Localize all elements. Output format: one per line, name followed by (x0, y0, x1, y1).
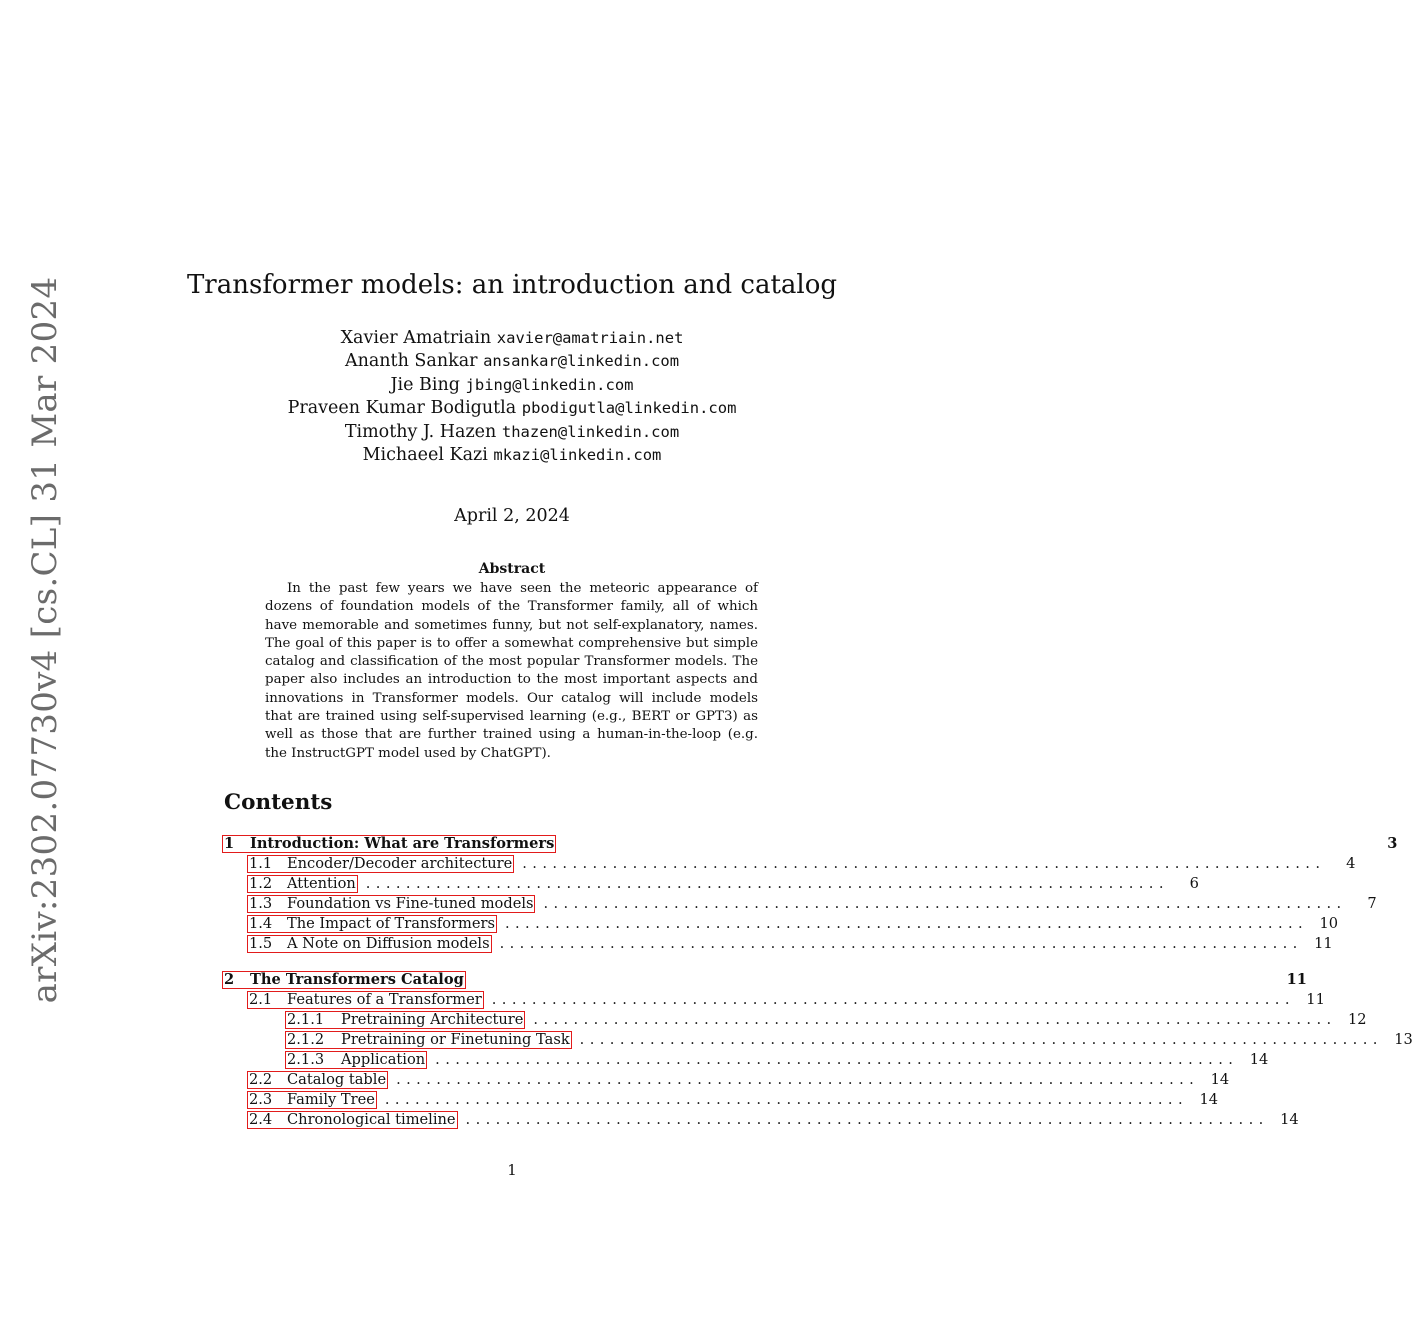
toc-link[interactable] (247, 875, 358, 893)
toc-title: Chronological timeline (287, 1111, 456, 1128)
table-of-contents (222, 834, 1413, 1130)
toc-number: 1.4 (249, 915, 273, 932)
abstract-text: In the past few years we have seen the meteoric appearance of dozens of foundation models of the Transformer family, all of which have memorable and sometimes funny, but not self-explanatory, names. The goal of this paper is to offer a somewhat comprehensive but simple catalog and classification of the most popular Transformer models. The paper also includes an introduction to the most important aspects and innovations in Transformer models. Our catalog will include models that are trained using self-supervised learning (e.g., BERT or GPT3) as well as those that are further trained using a human-in-the-loop (e.g. the InstructGPT model used by ChatGPT). (265, 581, 758, 761)
toc-entry-attention (222, 874, 1199, 894)
toc-entry-foundation (222, 894, 1377, 914)
toc-leader: ................................................................................ (504, 915, 1309, 932)
toc-number: 2 (224, 971, 235, 988)
toc-link[interactable] (285, 1051, 427, 1069)
toc-page: 7 (1367, 895, 1377, 912)
author-line (0, 421, 1024, 444)
toc-title: Family Tree (287, 1091, 375, 1108)
toc-title: Attention (287, 875, 356, 892)
toc-leader: ................................................................................ (465, 1111, 1269, 1128)
toc-link[interactable] (222, 835, 556, 853)
author-name: Michaeel Kazi (362, 444, 488, 465)
toc-page: 14 (1199, 1091, 1219, 1108)
author-email: thazen@linkedin.com (501, 422, 680, 441)
toc-page: 14 (1210, 1071, 1230, 1088)
author-line (0, 444, 1024, 467)
toc-leader: ................................................................................ (543, 895, 1347, 912)
toc-link[interactable] (247, 915, 497, 933)
toc-number: 2.1.2 (287, 1031, 325, 1048)
toc-link[interactable] (247, 1111, 458, 1129)
contents-heading: Contents (224, 790, 333, 815)
toc-title: The Impact of Transformers (287, 915, 495, 932)
toc-title: Pretraining Architecture (341, 1011, 524, 1028)
author-name: Praveen Kumar Bodigutla (287, 398, 517, 419)
toc-page: 13 (1394, 1031, 1413, 1048)
toc-page: 11 (1314, 935, 1333, 952)
toc-number: 2.2 (249, 1071, 273, 1088)
toc-leader: ................................................................................ (384, 1091, 1189, 1108)
toc-entry-introduction (222, 834, 1398, 854)
author-name: Timothy J. Hazen (344, 421, 497, 442)
toc-number: 2.4 (249, 1111, 273, 1128)
toc-title: Pretraining or Finetuning Task (341, 1031, 570, 1048)
arxiv-identifier: arXiv:2302.07730v4 [cs.CL] 31 Mar 2024 (25, 276, 65, 1004)
author-email: xavier@amatriain.net (496, 329, 684, 347)
toc-link[interactable] (247, 1091, 377, 1109)
author-name: Ananth Sankar (344, 351, 478, 372)
author-line (0, 327, 1024, 350)
toc-link[interactable] (247, 1071, 388, 1089)
publication-date: April 2, 2024 (454, 506, 570, 526)
author-name: Xavier Amatriain (340, 328, 492, 348)
author-list (0, 327, 1024, 467)
toc-leader: ................................................................................ (396, 1071, 1200, 1088)
author-line (0, 350, 1024, 373)
toc-link[interactable] (247, 855, 514, 873)
author-email: ansankar@linkedin.com (483, 352, 680, 371)
toc-link[interactable] (247, 935, 492, 953)
toc-title: Introduction: What are Transformers (250, 835, 555, 852)
toc-leader: ................................................................................ (491, 991, 1295, 1008)
toc-page: 4 (1346, 855, 1356, 872)
toc-number: 2.1 (249, 991, 273, 1008)
toc-page: 11 (1286, 971, 1307, 988)
toc-entry-features (222, 990, 1325, 1010)
page-number: 1 (507, 1161, 517, 1179)
toc-title: A Note on Diffusion models (287, 935, 490, 952)
toc-entry-catalog-table (222, 1070, 1230, 1090)
toc-leader: ................................................................................ (365, 875, 1169, 892)
toc-number: 2.3 (249, 1091, 273, 1108)
author-line (0, 374, 1024, 397)
toc-entry-diffusion (222, 934, 1333, 954)
toc-leader: ................................................................................ (533, 1011, 1337, 1028)
toc-link[interactable] (247, 895, 535, 913)
toc-title: The Transformers Catalog (250, 971, 464, 988)
author-email: jbing@linkedin.com (465, 375, 634, 394)
toc-page: 6 (1189, 875, 1199, 892)
toc-entry-timeline (222, 1110, 1299, 1130)
author-email: pbodigutla@linkedin.com (521, 399, 737, 418)
toc-entry-catalog (222, 970, 1307, 990)
toc-leader: ................................................................................ (522, 855, 1326, 872)
toc-page: 10 (1319, 915, 1339, 932)
toc-title: Application (341, 1051, 426, 1068)
toc-number: 1.2 (249, 875, 273, 892)
toc-title: Features of a Transformer (287, 991, 482, 1008)
toc-link[interactable] (285, 1011, 525, 1029)
abstract-heading: Abstract (478, 561, 546, 577)
toc-leader: ................................................................................ (579, 1031, 1383, 1048)
toc-entry-family-tree (222, 1090, 1219, 1110)
toc-link[interactable] (285, 1031, 572, 1049)
toc-number: 1 (224, 835, 235, 852)
toc-number: 2.1.3 (287, 1051, 325, 1068)
toc-entry-encoder-decoder (222, 854, 1356, 874)
toc-link[interactable] (222, 971, 466, 989)
toc-page: 14 (1249, 1051, 1269, 1068)
author-line (0, 397, 1024, 420)
toc-title: Foundation vs Fine-tuned models (287, 895, 534, 912)
toc-title: Encoder/Decoder architecture (287, 855, 513, 872)
toc-number: 2.1.1 (287, 1011, 325, 1028)
toc-page: 3 (1387, 835, 1398, 852)
toc-entry-pretraining-architecture (222, 1010, 1367, 1030)
toc-title: Catalog table (287, 1071, 387, 1088)
toc-page: 12 (1347, 1011, 1367, 1028)
paper-title: Transformer models: an introduction and catalog (186, 270, 838, 300)
toc-link[interactable] (247, 991, 484, 1009)
author-email: mkazi@linkedin.com (493, 445, 662, 464)
toc-entry-pretraining-task (222, 1030, 1413, 1050)
toc-page: 14 (1280, 1111, 1299, 1128)
toc-leader: ................................................................................ (499, 935, 1303, 952)
toc-page: 11 (1306, 991, 1325, 1008)
toc-number: 1.1 (249, 855, 273, 872)
toc-leader: ................................................................................ (435, 1051, 1239, 1068)
toc-entry-impact (222, 914, 1339, 934)
toc-entry-application (222, 1050, 1269, 1070)
toc-number: 1.5 (249, 935, 273, 952)
toc-number: 1.3 (249, 895, 273, 912)
author-name: Jie Bing (390, 374, 460, 395)
